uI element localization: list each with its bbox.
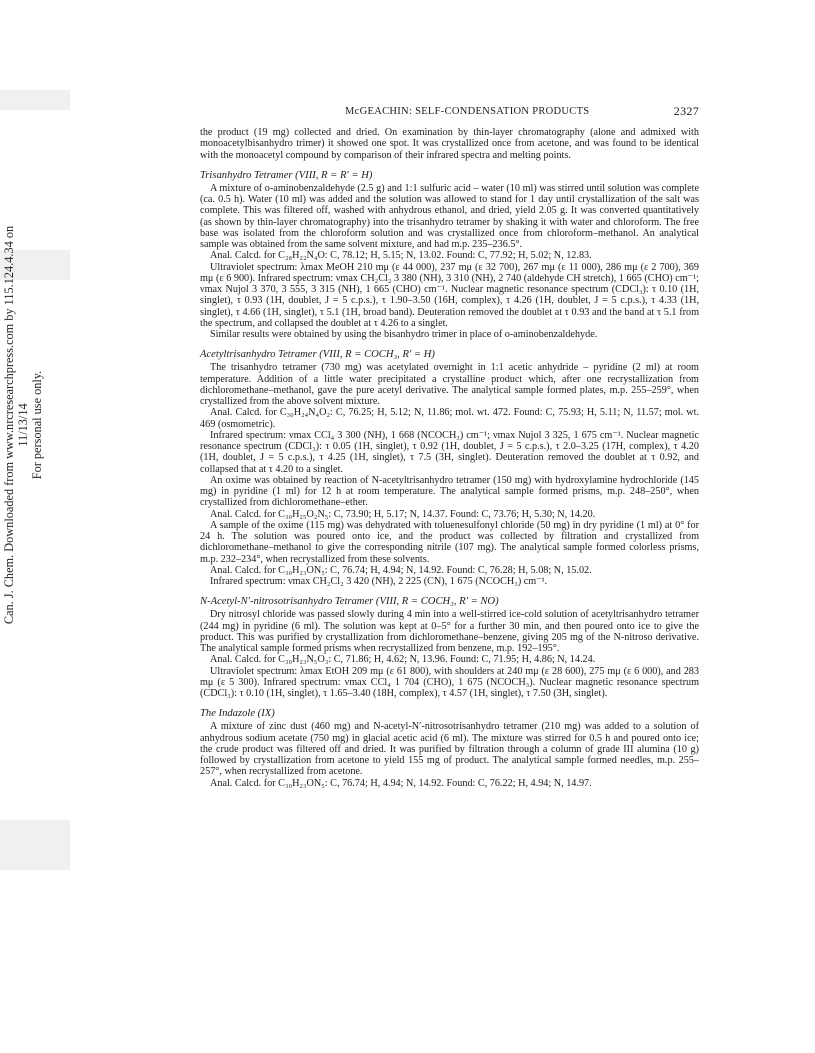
spectrum-paragraph: Infrared spectrum: νmax CH₂Cl₂ 3 420 (NH), 2 225 (CN), 1 675 (NCOCH₃) cm⁻¹. (210, 576, 548, 587)
scan-artifact (0, 90, 70, 110)
analysis-line: Anal. Calcd. for C₃₀H₂₃ON₅: C, 76.74; H, 4.94; N, 14.92. Found: C, 76.28; H, 5.08; N, 15.02. (210, 564, 592, 576)
paragraph: A mixture of o-aminobenzaldehyde (2.5 g) and 1:1 sulfuric acid – water (10 ml) was stirred until solution was complete (ca. 0.5 h). Water (10 ml) was added and the solution was allowed to stand for 1 day until crystallization of the salt was complete. This was filtered off, washed with anhydrous ethanol, and dried, yield 2.05 g. It was converted quantitatively (as shown by thin-layer chromatography) into the trisanhydro tetramer by shaking it with water and chloroform. The free base was isolated from the chloroform solution and was crystallized once from chloroform–methanol. An analytical sample was obtained from the same solvent mixture, and had m.p. 235–236.5°. (200, 182, 699, 250)
scan-artifact (0, 820, 70, 870)
analysis-line: Anal. Calcd. for C₂₈H₂₂N₄O: C, 78.12; H, 5.15; N, 13.02. Found: C, 77.92; H, 5.02; N, 12.83. (210, 250, 592, 262)
running-head-title: McGEACHIN: SELF-CONDENSATION PRODUCTS (345, 106, 590, 117)
margin-note-line-2: For personal use only. (30, 370, 44, 480)
analysis-line: Anal. Calcd. for C₃₀H₂₃N₅O₃: C, 71.86; H, 4.62; N, 13.96. Found: C, 71.95; H, 4.86; N, 14.24. (210, 654, 596, 666)
running-head (200, 104, 699, 120)
paragraph: A mixture of zinc dust (460 mg) and N-acetyl-N′-nitrosotrisanhydro tetramer (210 mg) was added to a solution of anhydrous sodium acetate (750 mg) in glacial acetic acid (6 ml). The mixture was stirred for 0.5 h and poured onto ice; the crude product was filtered off and dried. It was purified by filtration through a column of grade III alumina (10 g) followed by crystallization from acetone to yield 155 mg of product. The analytical sample formed needles, m.p. 255–257°, when recrystallized from acetone. (200, 721, 699, 778)
spectrum-paragraph: Ultraviolet spectrum: λmax EtOH 209 mμ (ε 61 800), with shoulders at 240 mμ (ε 28 600), 275 mμ (ε 6 000), and 283 mμ (ε 5 300). Infrared spectrum: νmax CCl₄ 1 704 (CHO), 1 675 (NCOCH₃). Nuclear magnetic resonance spectrum (CDCl₃): τ 0.10 (1H, singlet), τ 1.65–3.40 (18H, complex), τ 4.57 (1H, singlet), τ 7.50 (3H, singlet). (200, 665, 699, 699)
paragraph: A sample of the oxime (115 mg) was dehydrated with toluenesulfonyl chloride (50 mg) in dry pyridine (1 ml) at 0° for 24 h. The solution was poured onto ice, and the product was collected by filtration and crystallized from dichloromethane–methanol to give the corresponding nitrile (107 mg). The analytical sample formed colorless prisms, m.p. 232–234°, when recrystallized from these solvents. (200, 519, 699, 565)
analysis-line: Anal. Calcd. for C₃₀H₂₄N₄O₂: C, 76.25; H, 5.12; N, 11.86; mol. wt. 472. Found: C, 75.93; H, 5.11; N, 11.57; mol. wt. 469 (osmometric). (200, 407, 699, 430)
section-heading: The Indazole (IX) (200, 708, 275, 720)
paragraph: An oxime was obtained by reaction of N-acetyltrisanhydro tetramer (150 mg) with hydroxylamine hydrochloride (145 mg) in pyridine (1 ml) for 12 h at room temperature. The analytical sample formed prisms, m.p. 248–250°, when crystallized from dichloromethane–ether. (200, 474, 699, 509)
paragraph: the product (19 mg) collected and dried. On examination by thin-layer chromatography (alone and admixed with monoacetylbisanhydro trimer) it showed one spot. It was crystallized once from acetone, and was found to be identical with the monoacetyl compound by comparison of their infrared spectra and melting points. (200, 127, 699, 161)
download-margin-note (2, 205, 44, 645)
article-body (200, 127, 699, 789)
page-number: 2327 (673, 104, 699, 118)
spectrum-paragraph: Ultraviolet spectrum: λmax MeOH 210 mμ (ε 44 000), 237 mμ (ε 32 700), 267 mμ (ε 11 000), 286 mμ (ε 2 700), 369 mμ (ε 6 900). Infrared spectrum: νmax CH₂Cl₂ 3 380 (NH), 3 310 (NH), 2 740 (aldehyde CH stretch), 1 665 (CHO) cm⁻¹; νmax Nujol 3 370, 3 555, 3 315 (NH), 1 665 (CHO) cm⁻¹. Nuclear magnetic resonance spectrum (CDCl₃): τ 0.10 (1H, singlet), τ 0.93 (1H, doublet, J = 5 c.p.s.), τ 1.90–3.50 (16H, complex), τ 4.26 (1H, doublet, J = 5 c.p.s.), τ 4.33 (1H, singlet), τ 4.66 (1H, singlet), τ 5.1 (1H, broad band). Deuteration removed the doublet at τ 0.93 and the band at τ 5.1 from the spectrum, and collapsed the doublet at τ 4.26 to a singlet. (200, 261, 699, 329)
section-heading: Trisanhydro Tetramer (VIII, R = R′ = H) (200, 169, 373, 181)
section-heading: N-Acetyl-N′-nitrosotrisanhydro Tetramer (VIII, R = COCH₃, R′ = NO) (200, 596, 499, 608)
analysis-line: Anal. Calcd. for C₃₀H₂₃ON₅: C, 76.74; H, 4.94; N, 14.92. Found: C, 76.22; H, 4.94; N, 14.97. (210, 777, 592, 789)
paragraph: Similar results were obtained by using the bisanhydro trimer in place of o-aminobenzaldehyde. (210, 329, 598, 340)
margin-note-line-1: Can. J. Chem. Downloaded from www.nrcresearchpress.com by 115.124.4.34 on 11/13/14 (2, 225, 30, 625)
paragraph: The trisanhydro tetramer (730 mg) was acetylated overnight in 1:1 acetic anhydride – pyridine (2 ml) at room temperature. Addition of a little water precipitated a crystalline product which, after one recrystallization from dichloromethane–methanol, gave the pure acetyl derivative. The analytical sample formed plates, m.p. 255–259°, when crystallized from the above solvent mixture. (200, 362, 699, 407)
section-heading: Acetyltrisanhydro Tetramer (VIII, R = COCH₃, R′ = H) (200, 349, 435, 361)
paragraph: Dry nitrosyl chloride was passed slowly during 4 min into a well-stirred ice-cold solution of acetyltrisanhydro tetramer (244 mg) in pyridine (6 ml). The solution was kept at 0–5° for a further 30 min, and then poured onto ice to give the product. This was purified by crystallization from dichloromethane–benzene, giving 205 mg of the N-nitroso derivative. The analytical sample formed prisms when recrystallized from benzene, m.p. 192–195°. (200, 609, 699, 654)
analysis-line: Anal. Calcd. for C₃₀H₂₅O₂N₅: C, 73.90; H, 5.17; N, 14.37. Found: C, 73.76; H, 5.30; N, 14.20. (210, 508, 596, 520)
spectrum-paragraph: Infrared spectrum: νmax CCl₄ 3 300 (NH), 1 668 (NCOCH₃) cm⁻¹; νmax Nujol 3 325, 1 675 cm⁻¹. Nuclear magnetic resonance spectrum (CDCl₃): τ 0.05 (1H, singlet), τ 0.92 (1H, doublet, J = 5 c.p.s.), τ 2.0–3.25 (17H, complex), τ 4.20 (1H, doublet, J = 5 c.p.s.), τ 4.25 (1H, singlet), τ 7.5 (3H, singlet). Deuteration removed the doublet at τ 0.92, and collapsed that at τ 4.20 to a singlet. (200, 429, 699, 475)
